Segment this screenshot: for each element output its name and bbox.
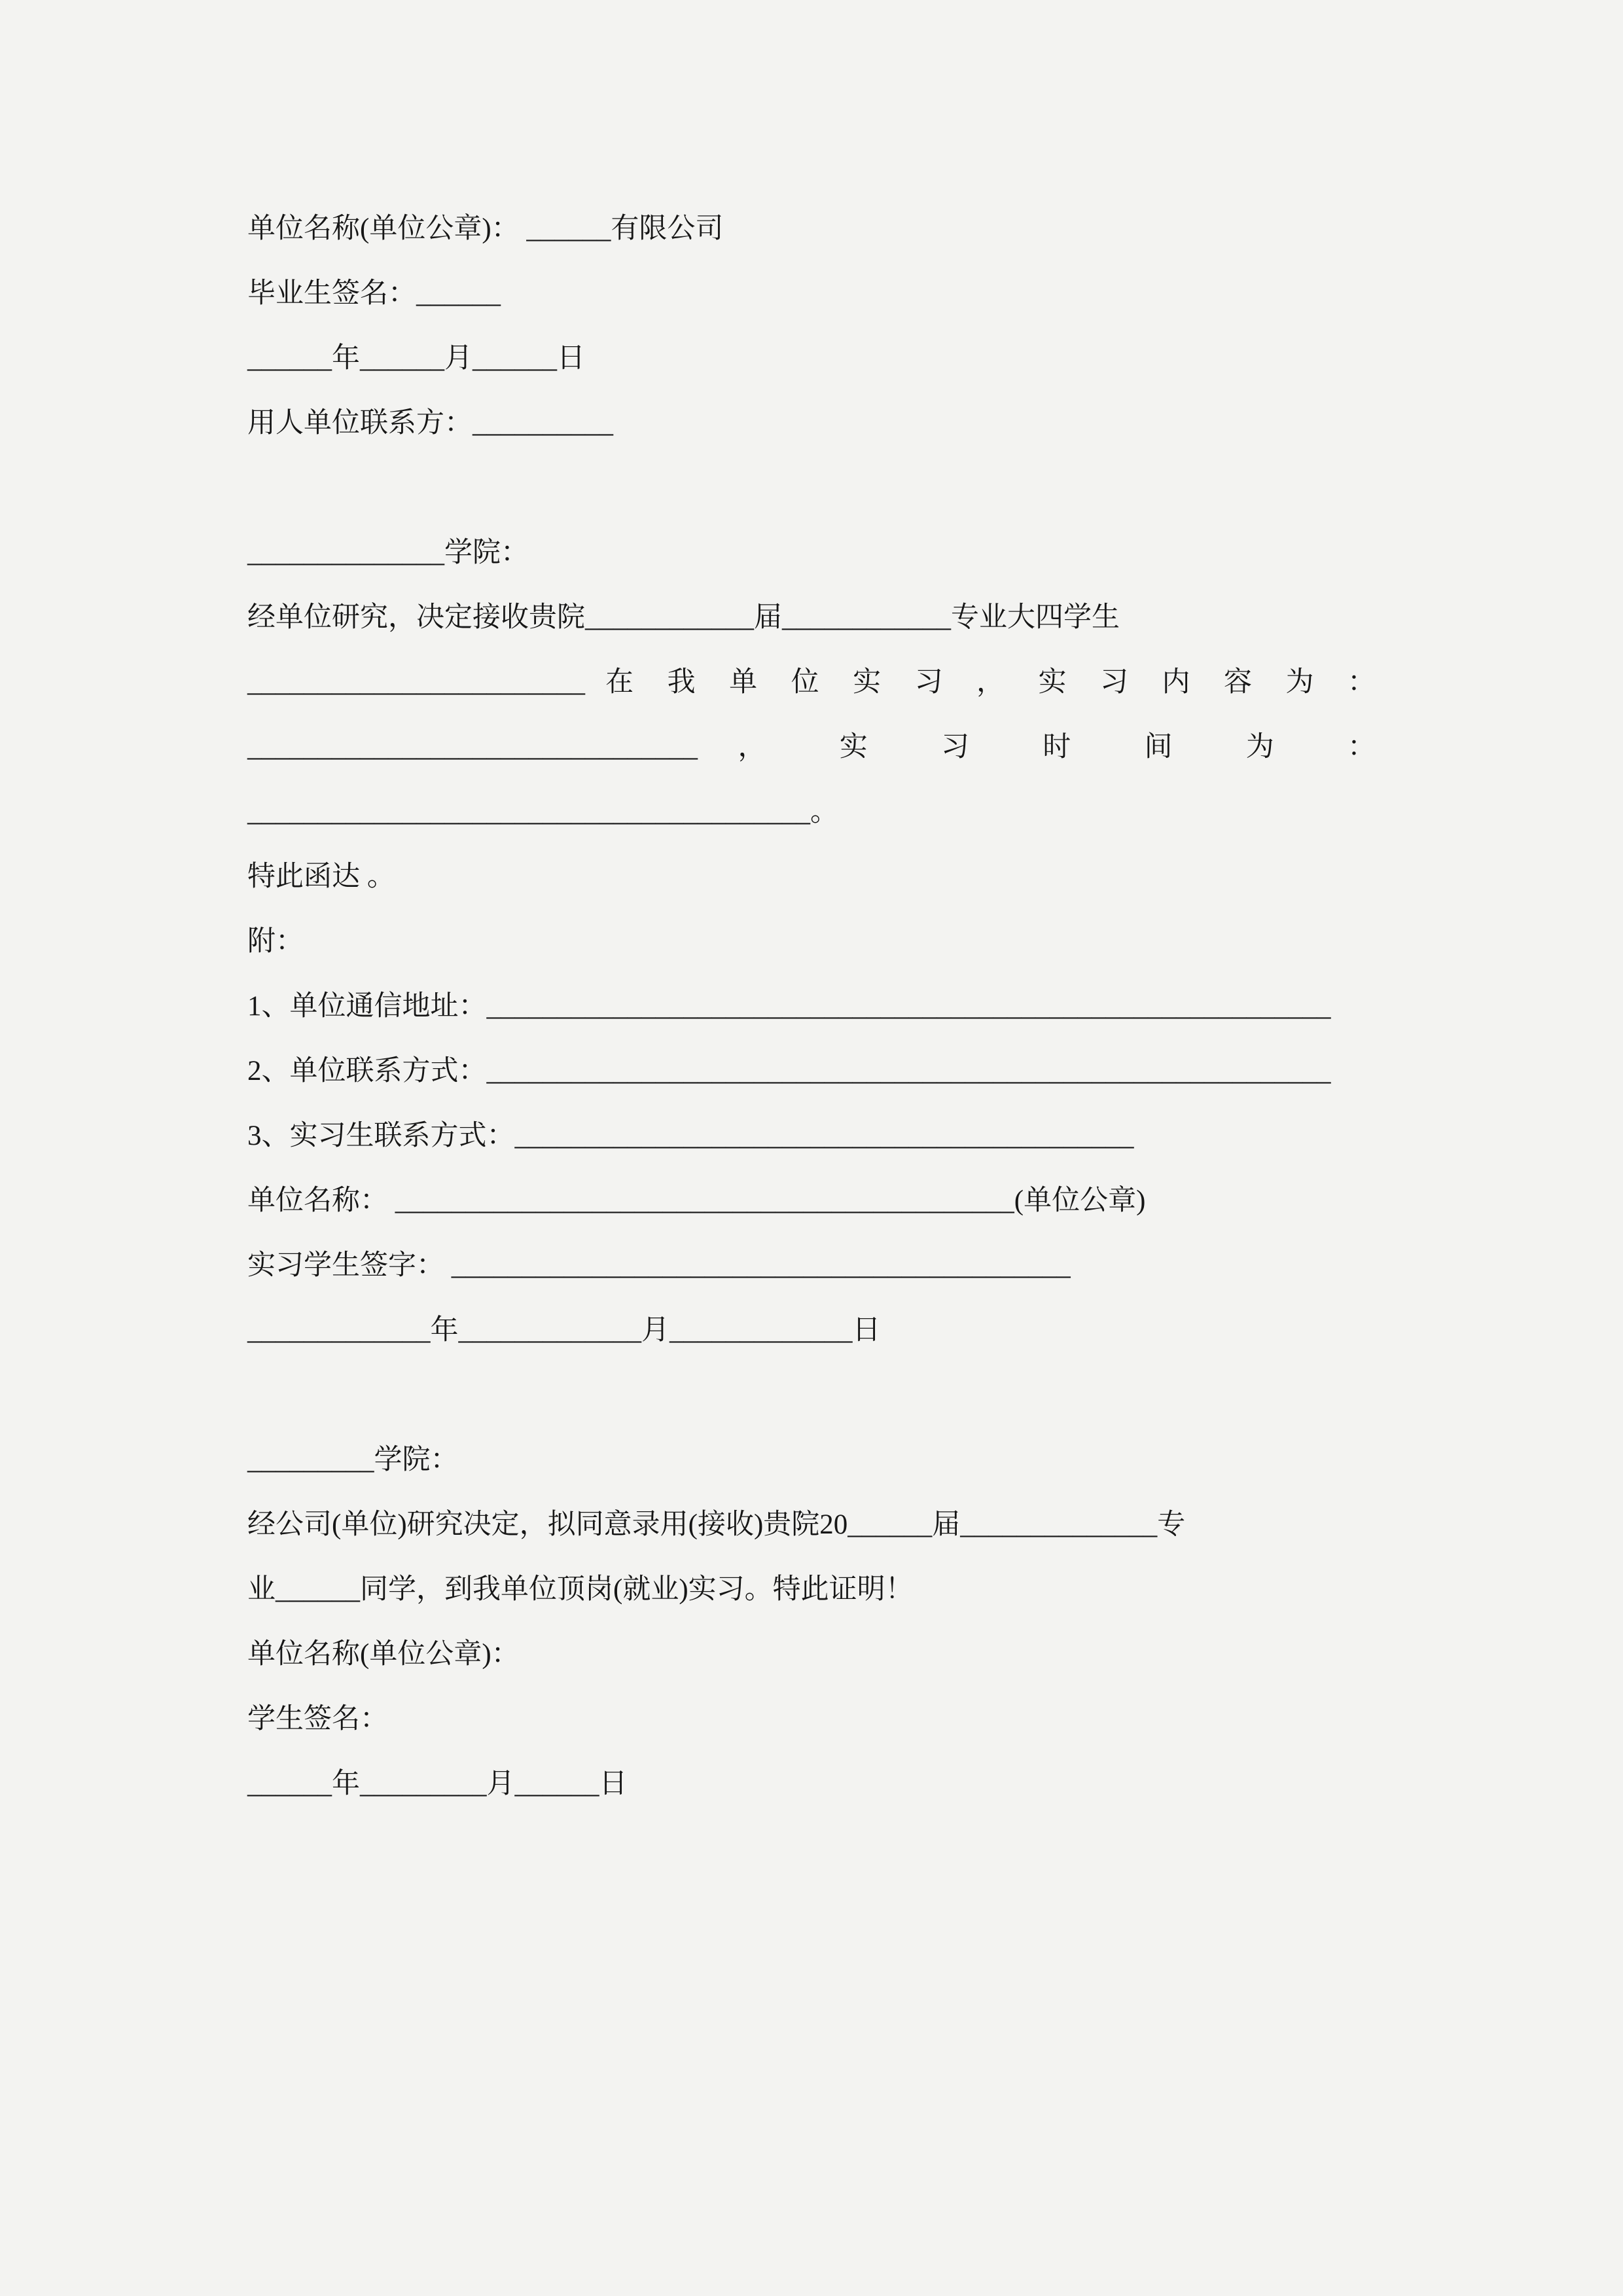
section-gap: [247, 456, 1376, 520]
line-college-salutation-2: _________学院：: [247, 1444, 459, 1475]
line-employer-contact: 用人单位联系方：__________: [247, 408, 613, 439]
line-time-blank: ________________________________________。: [247, 797, 838, 827]
line-unit-address: 1、单位通信地址：____________________________________________________________: [247, 991, 1331, 1022]
line-attachment-label: 附：: [247, 926, 304, 957]
line-intern-signature: 实习学生签字： ____________________________________________: [247, 1250, 1071, 1281]
line-unit-name: 单位名称： ____________________________________________(单位公章): [247, 1185, 1146, 1216]
line-acceptance-intro: 经单位研究，决定接收贵院____________届____________专业大四学生: [247, 602, 1120, 633]
document-body: [247, 196, 1376, 1816]
line-unit-name-seal: 单位名称(单位公章)： ______有限公司: [247, 213, 724, 244]
line-date-blank: ______年______月______日: [247, 343, 585, 374]
line-graduate-signature: 毕业生签名：______: [247, 278, 501, 309]
line-employment-continue: 业______同学，到我单位顶岗(就业)实习。特此证明！: [247, 1574, 914, 1605]
line-hereby-notice: 特此函达 。: [247, 861, 395, 892]
line-student-blank-content: ________________________ 在 我 单 位 实 习 ， 实 习 内 容 为 ：: [247, 667, 1376, 698]
line-unit-name-seal-2: 单位名称(单位公章)：: [247, 1639, 520, 1670]
line-date-blank-2: ______年_________月______日: [247, 1768, 628, 1799]
line-unit-contact: 2、单位联系方式：____________________________________________________________: [247, 1056, 1331, 1086]
line-internship-time: ________________________________ ， 实 习 时 间 为 ：: [247, 732, 1376, 762]
line-employment-intro: 经公司(单位)研究决定，拟同意录用(接收)贵院20______届______________专: [247, 1509, 1186, 1540]
line-date-blank-long: _____________年_____________月_____________日: [247, 1315, 881, 1346]
line-college-salutation: ______________学院：: [247, 537, 529, 568]
line-intern-contact: 3、实习生联系方式：____________________________________________: [247, 1121, 1134, 1151]
section-gap: [247, 1363, 1376, 1427]
line-student-signature: 学生签名：: [247, 1704, 388, 1734]
